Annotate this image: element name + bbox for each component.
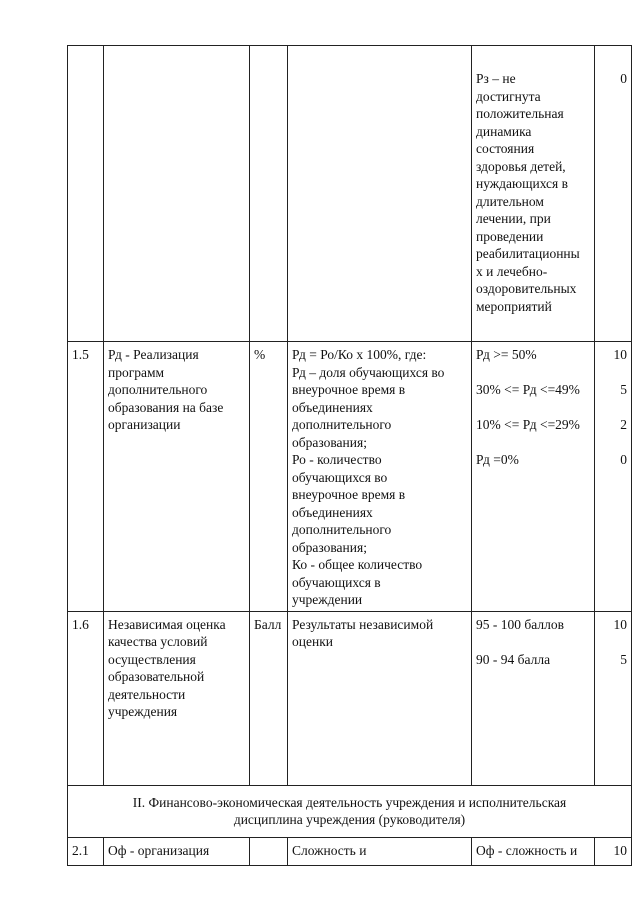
formula-line: Сложность и [292, 842, 367, 858]
table-row-continuation [68, 46, 632, 342]
name-line: учреждения [108, 704, 178, 719]
formula-line: образования; [292, 539, 367, 555]
name-line: образования на базе [108, 399, 224, 415]
formula-line: объединениях [292, 399, 373, 415]
name-line: программ [108, 364, 165, 380]
criteria-line: реабилитационны [476, 246, 580, 261]
points-value: 2 [620, 417, 627, 432]
criteria-line: Рд =0% [476, 452, 519, 467]
cell-indicator-name [104, 611, 250, 785]
cell-unit [250, 342, 288, 612]
criteria-line: нуждающихся в [476, 176, 569, 191]
criteria-line: длительном [476, 193, 544, 209]
table-row-1-6 [68, 611, 632, 785]
cell-points [595, 342, 632, 612]
points-value: 5 [620, 651, 627, 667]
points-value: 10 [613, 347, 627, 362]
cell-unit [250, 837, 288, 865]
criteria-line: достигнута [476, 88, 541, 104]
points-value: 5 [620, 382, 627, 397]
cell-criteria [472, 342, 595, 612]
formula-line: образования; [292, 434, 367, 450]
cell-number [68, 342, 104, 612]
formula-line: дополнительного [292, 417, 392, 432]
name-line: организации [108, 417, 181, 432]
formula-line: учреждении [292, 592, 363, 607]
cell-indicator-name [104, 46, 250, 342]
cell-criteria [472, 837, 595, 865]
criteria-line: состояния [476, 141, 535, 156]
criteria-line: Рз – не [476, 71, 516, 86]
cell-formula [288, 46, 472, 342]
criteria-line: мероприятий [476, 298, 552, 314]
criteria-line: здоровья детей, [476, 158, 566, 174]
formula-line: объединениях [292, 504, 373, 520]
formula-line: Рд – доля обучающихся во [292, 364, 445, 380]
criteria-line: лечении, при [476, 211, 551, 226]
section-title-line: II. Финансово-экономическая деятельность учреждения и исполнительская [132, 794, 567, 810]
cell-formula [288, 342, 472, 612]
indicators-table [67, 45, 632, 866]
cell-number [68, 837, 104, 865]
row-number: 1.6 [72, 616, 89, 632]
unit-value: Балл [254, 616, 282, 632]
criteria-line: проведении [476, 228, 544, 244]
cell-number [68, 46, 104, 342]
cell-criteria [472, 46, 595, 342]
row-number: 1.5 [72, 347, 89, 362]
section-heading-ii [68, 785, 632, 837]
criteria-line: Рд >= 50% [476, 347, 537, 362]
formula-line: оценки [292, 634, 333, 649]
criteria-line: оздоровительных [476, 281, 577, 296]
table-row-1-5 [68, 342, 632, 612]
criteria-line: Оф - сложность и [476, 842, 578, 858]
name-line: осуществления [108, 651, 196, 667]
name-line: качества условий [108, 634, 208, 649]
criteria-line: х и лечебно- [476, 263, 548, 279]
cell-formula [288, 837, 472, 865]
formula-line: Рд = Ро/Ко х 100%, где: [292, 347, 427, 362]
name-line: Независимая оценка [108, 616, 226, 632]
cell-formula [288, 611, 472, 785]
points-value: 0 [620, 71, 627, 86]
cell-number [68, 611, 104, 785]
formula-line: Ро - количество [292, 452, 382, 467]
points-value: 0 [620, 452, 627, 467]
name-line: Оф - организация [108, 842, 210, 858]
section-title-line: дисциплина учреждения (руководителя) [233, 812, 466, 827]
section-title [68, 785, 632, 837]
cell-indicator-name [104, 342, 250, 612]
criteria-line: динамика [476, 123, 532, 139]
formula-line: обучающихся во [292, 469, 388, 485]
cell-criteria [472, 611, 595, 785]
cell-unit [250, 46, 288, 342]
formula-line: Результаты независимой [292, 616, 434, 632]
criteria-line: 90 - 94 балла [476, 651, 551, 667]
cell-points [595, 837, 632, 865]
formula-line: дополнительного [292, 522, 392, 537]
cell-points [595, 46, 632, 342]
cell-indicator-name [104, 837, 250, 865]
name-line: деятельности [108, 686, 186, 702]
formula-line: Ко - общее количество [292, 557, 423, 572]
criteria-line: 30% <= Рд <=49% [476, 382, 580, 397]
name-line: дополнительного [108, 382, 208, 397]
name-line: образовательной [108, 669, 205, 684]
criteria-line: 95 - 100 баллов [476, 616, 564, 632]
formula-line: обучающихся в [292, 574, 381, 590]
unit-value: % [254, 347, 266, 362]
formula-line: внеурочное время в [292, 382, 406, 397]
criteria-line: положительная [476, 106, 564, 121]
table-row-2-1 [68, 837, 632, 865]
formula-line: внеурочное время в [292, 487, 406, 502]
row-number: 2.1 [72, 842, 89, 858]
points-value: 10 [613, 842, 627, 858]
criteria-line: 10% <= Рд <=29% [476, 417, 580, 432]
name-line: Рд - Реализация [108, 347, 199, 362]
points-value: 10 [613, 616, 627, 632]
cell-unit [250, 611, 288, 785]
cell-points [595, 611, 632, 785]
